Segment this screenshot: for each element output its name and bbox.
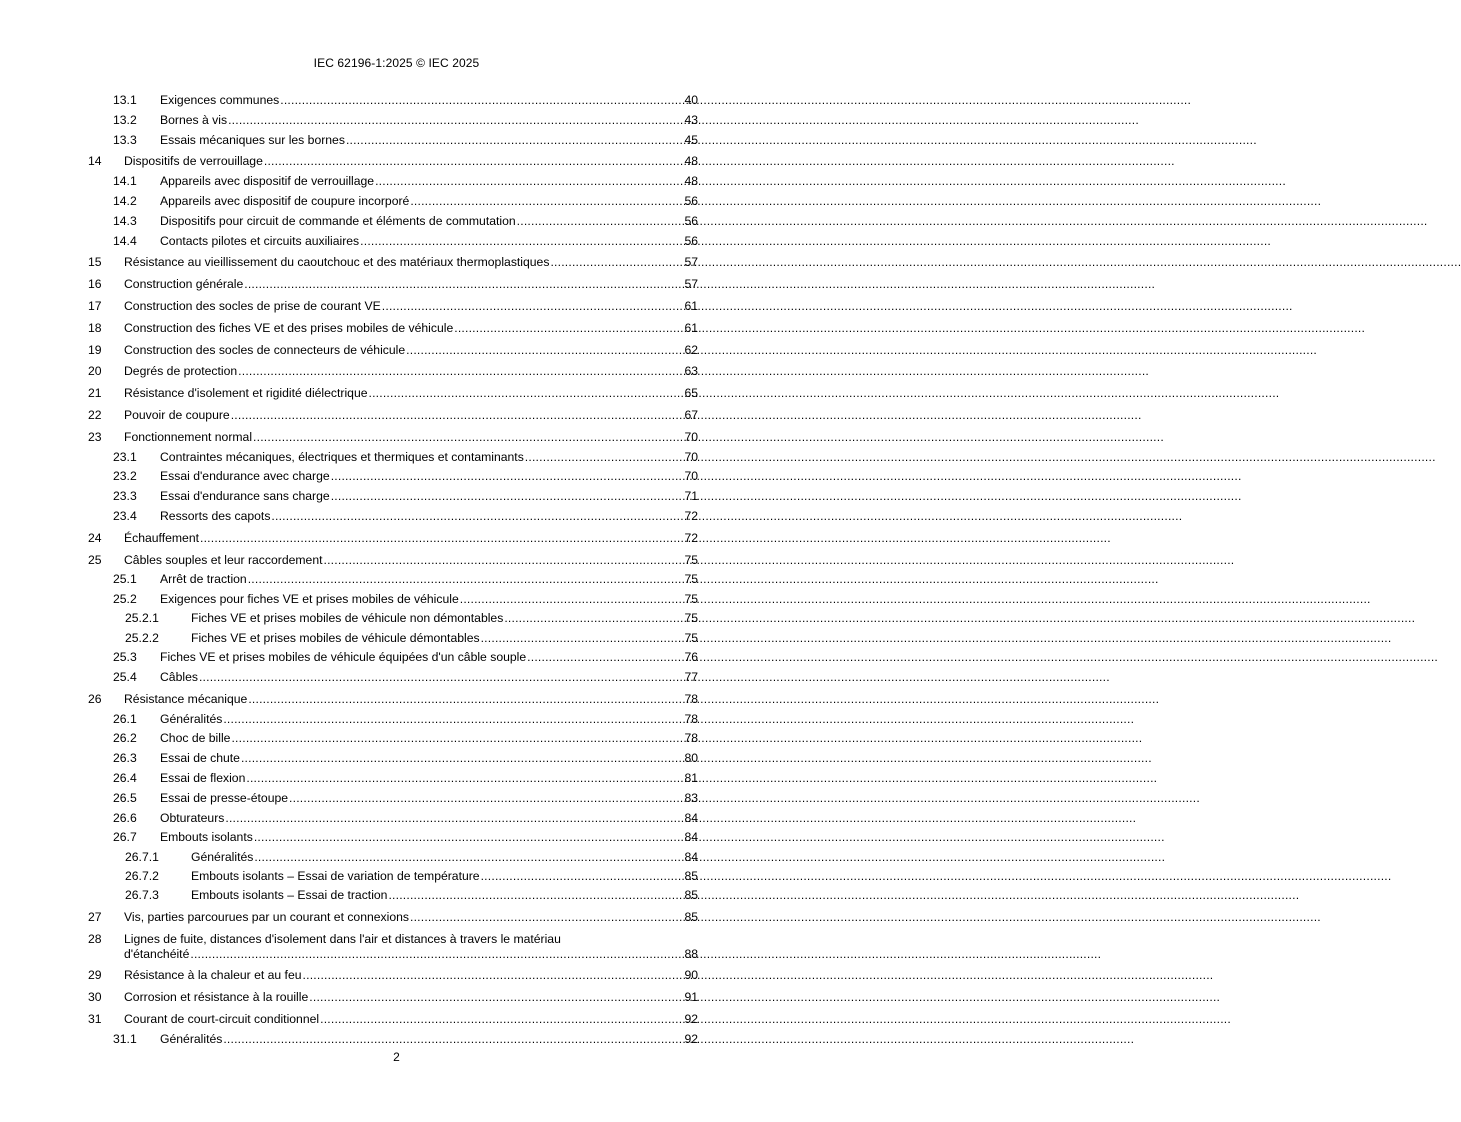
- toc-entry-number: 14.1: [113, 174, 137, 189]
- toc-entry-title: Arrêt de traction: [160, 572, 247, 587]
- toc-entry-title: Exigences pour fiches VE et prises mobiles de véhicule: [160, 592, 459, 607]
- toc-entry-title: Appareils avec dispositif de coupure incorporé: [160, 193, 410, 208]
- toc-dot-leader: [199, 670, 684, 685]
- toc-entry-title: Généralités: [160, 711, 223, 726]
- toc-entry-number: 23.4: [113, 508, 137, 523]
- toc-entry-number: 31: [88, 1012, 102, 1027]
- toc-entry[interactable]: [88, 910, 698, 925]
- toc-dot-leader: [238, 364, 683, 379]
- toc-entry-title: Construction des fiches VE et des prises mobiles de véhicule: [124, 320, 454, 335]
- toc-dot-leader: [517, 214, 684, 229]
- toc-entry[interactable]: [88, 430, 698, 445]
- toc-entry-page: 78: [684, 711, 698, 726]
- toc-entry[interactable]: [88, 277, 698, 292]
- toc-entry[interactable]: [88, 731, 698, 746]
- toc-entry[interactable]: [88, 968, 698, 983]
- toc-entry[interactable]: [88, 830, 698, 845]
- toc-entry-number: 25.3: [113, 650, 137, 665]
- toc-dot-leader: [388, 888, 683, 903]
- toc-entry-title: Résistance au vieillissement du caoutchouc et des matériaux thermoplastiques: [124, 255, 550, 270]
- toc-dot-leader: [254, 830, 684, 845]
- page-number: 2: [393, 1050, 400, 1064]
- toc-entry-number: 25.2: [113, 592, 137, 607]
- toc-entry-title: Appareils avec dispositif de verrouillage: [160, 174, 375, 189]
- toc-entry-number: 14.3: [113, 213, 137, 228]
- toc-entry-number: 31.1: [113, 1031, 137, 1046]
- toc-entry-number: 26.7.2: [125, 868, 159, 883]
- toc-entry[interactable]: [88, 364, 698, 379]
- toc-dot-leader: [231, 731, 683, 746]
- toc-entry-page: 70: [684, 449, 698, 464]
- toc-entry-title: Essais mécaniques sur les bornes: [160, 132, 345, 147]
- toc-entry-number: 18: [88, 320, 102, 335]
- toc-entry-page: 83: [684, 790, 698, 805]
- toc-dot-leader: [406, 343, 683, 358]
- toc-entry[interactable]: [88, 194, 698, 209]
- toc-entry[interactable]: [88, 692, 698, 707]
- toc-entry-title: Fiches VE et prises mobiles de véhicule démontables: [191, 630, 480, 645]
- toc-entry-number: 13.2: [113, 112, 137, 127]
- toc-entry-title: Lignes de fuite, distances d'isolement dans l'air et distances à travers le matériau: [124, 931, 561, 946]
- toc-entry[interactable]: [88, 572, 698, 587]
- toc-entry[interactable]: [88, 631, 698, 646]
- toc-dot-leader: [382, 299, 684, 314]
- toc-entry-title: Vis, parties parcourues par un courant et connexions: [124, 909, 409, 924]
- toc-dot-leader: [246, 771, 683, 786]
- toc-dot-leader: [481, 869, 684, 884]
- toc-dot-leader: [525, 450, 684, 465]
- toc-entry[interactable]: [88, 869, 698, 884]
- toc-entry-page: 67: [684, 407, 698, 422]
- toc-dot-leader: [527, 650, 683, 665]
- toc-entry-page: 70: [684, 429, 698, 444]
- toc-dot-leader: [225, 811, 683, 826]
- toc-entry[interactable]: [88, 592, 698, 607]
- toc-entry-title: Contraintes mécaniques, électriques et thermiques et contaminants: [160, 449, 524, 464]
- toc-entry[interactable]: [88, 113, 698, 128]
- toc-entry-number: 26.1: [113, 711, 137, 726]
- toc-dot-leader: [346, 133, 684, 148]
- toc-entry[interactable]: [88, 386, 698, 401]
- toc-entry[interactable]: [88, 888, 698, 903]
- toc-entry[interactable]: [88, 154, 698, 169]
- toc-dot-leader: [241, 751, 683, 766]
- toc-entry[interactable]: [88, 1012, 698, 1027]
- toc-entry-page: 84: [684, 810, 698, 825]
- toc-entry-number: 20: [88, 364, 102, 379]
- toc-entry[interactable]: [88, 450, 698, 465]
- toc-dot-leader: [309, 990, 683, 1005]
- toc-entry-title: Échauffement: [124, 530, 199, 545]
- toc-entry-page: 92: [684, 1012, 698, 1027]
- toc-dot-leader: [454, 321, 683, 336]
- toc-entry-page: 85: [684, 888, 698, 903]
- toc-entry-title: Essai d'endurance avec charge: [160, 469, 330, 484]
- toc-entry-page: 57: [684, 277, 698, 292]
- toc-dot-leader: [244, 277, 683, 292]
- toc-entry[interactable]: [88, 509, 698, 524]
- toc-entry-page: 75: [684, 611, 698, 626]
- toc-entry-number: 26: [88, 691, 102, 706]
- toc-entry[interactable]: [88, 751, 698, 766]
- toc-dot-leader: [410, 194, 683, 209]
- toc-entry[interactable]: [88, 611, 698, 626]
- toc-entry[interactable]: [88, 531, 698, 546]
- toc-entry-number: 15: [88, 255, 102, 270]
- toc-entry-page: 63: [684, 364, 698, 379]
- toc-dot-leader: [200, 531, 683, 546]
- toc-entry-number: 26.5: [113, 790, 137, 805]
- toc-entry-page: 61: [684, 298, 698, 313]
- toc-entry[interactable]: [88, 553, 698, 568]
- toc-entry-page: 75: [684, 592, 698, 607]
- toc-entry-page: 65: [684, 386, 698, 401]
- toc-entry-title: Contacts pilotes et circuits auxiliaires: [160, 233, 360, 248]
- toc-entry-page: 91: [684, 990, 698, 1005]
- toc-entry-number: 23.1: [113, 449, 137, 464]
- toc-entry-title: Bornes à vis: [160, 112, 228, 127]
- toc-entry-number: 25.2.1: [125, 611, 159, 626]
- toc-entry-title: Dispositifs pour circuit de commande et éléments de commutation: [160, 213, 516, 228]
- toc-dot-leader: [320, 1012, 683, 1027]
- toc-entry[interactable]: [88, 850, 698, 865]
- toc-entry-number: 17: [88, 298, 102, 313]
- toc-entry-number: 24: [88, 530, 102, 545]
- toc-dot-leader: [190, 947, 683, 962]
- toc-entry[interactable]: [88, 990, 698, 1005]
- toc-entry-number: 23: [88, 429, 102, 444]
- toc-dot-leader: [410, 910, 683, 925]
- toc-entry-title: Choc de bille: [160, 731, 231, 746]
- toc-entry-title: Essai de presse-étoupe: [160, 790, 289, 805]
- toc-dot-leader: [360, 234, 683, 249]
- toc-entry-page: 45: [684, 132, 698, 147]
- toc-entry-title: Embouts isolants – Essai de variation de température: [191, 868, 480, 883]
- toc-entry-number: 16: [88, 277, 102, 292]
- toc-entry-title: Câbles: [160, 670, 198, 685]
- toc-dot-leader: [231, 408, 684, 423]
- toc-entry-page: 92: [684, 1031, 698, 1046]
- toc-entry[interactable]: [88, 932, 698, 962]
- toc-entry-number: 26.3: [113, 751, 137, 766]
- toc-dot-leader: [460, 592, 684, 607]
- toc-entry[interactable]: [88, 174, 698, 189]
- toc-entry[interactable]: [88, 811, 698, 826]
- toc-entry[interactable]: [88, 234, 698, 249]
- toc-entry-title: Fiches VE et prises mobiles de véhicule non démontables: [191, 611, 504, 626]
- toc-entry-title: Essai de flexion: [160, 771, 246, 786]
- toc-dot-leader: [481, 631, 684, 646]
- toc-entry[interactable]: [88, 469, 698, 484]
- toc-entry[interactable]: [88, 321, 698, 336]
- toc-entry-title: Câbles souples et leur raccordement: [124, 552, 323, 567]
- toc-dot-leader: [324, 553, 684, 568]
- toc-entry-number: 26.6: [113, 810, 137, 825]
- toc-entry-number: 25: [88, 552, 102, 567]
- toc-entry-page: 43: [684, 112, 698, 127]
- toc-dot-leader: [331, 489, 684, 504]
- toc-dot-leader: [303, 968, 684, 983]
- toc-entry[interactable]: [88, 93, 698, 108]
- toc-entry-number: 13.1: [113, 93, 137, 107]
- toc-entry[interactable]: [88, 299, 698, 314]
- toc-entry-number: 26.7: [113, 830, 137, 845]
- toc-entry-number: 26.4: [113, 771, 137, 786]
- toc-entry-number: 21: [88, 386, 102, 401]
- toc-dot-leader: [271, 509, 683, 524]
- toc-entry-title: Ressorts des capots: [160, 508, 271, 523]
- toc-entry[interactable]: [88, 670, 698, 685]
- toc-entry[interactable]: [88, 712, 698, 727]
- toc-entry-title: Résistance d'isolement et rigidité diélectrique: [124, 386, 368, 401]
- toc-dot-leader: [504, 611, 683, 626]
- toc-entry[interactable]: [88, 343, 698, 358]
- toc-dot-leader: [223, 712, 683, 727]
- toc-dot-leader: [254, 850, 683, 865]
- toc-entry-title: Corrosion et résistance à la rouille: [124, 990, 309, 1005]
- toc-entry-page: 61: [684, 320, 698, 335]
- toc-entry-page: 85: [684, 868, 698, 883]
- toc-entry-number: 23.3: [113, 489, 137, 504]
- toc-entry-title-continued: d'étanchéité: [124, 946, 190, 961]
- toc-entry[interactable]: [88, 133, 698, 148]
- toc-entry-number: 19: [88, 342, 102, 357]
- toc-entry-page: 80: [684, 751, 698, 766]
- toc-entry-number: 22: [88, 407, 102, 422]
- toc-entry-page: 76: [684, 650, 698, 665]
- toc-entry-number: 14.4: [113, 233, 137, 248]
- toc-entry-page: 56: [684, 193, 698, 208]
- toc-entry-page: 56: [684, 213, 698, 228]
- toc-entry-number: 26.7.1: [125, 849, 159, 864]
- table-of-contents: [88, 93, 698, 1047]
- toc-entry-title: Construction des socles de prise de courant VE: [124, 298, 381, 313]
- toc-entry-page: 75: [684, 552, 698, 567]
- toc-entry-page: 78: [684, 691, 698, 706]
- toc-entry-title: Construction des socles de connecteurs de véhicule: [124, 342, 406, 357]
- toc-entry-number: 27: [88, 909, 102, 924]
- toc-entry-title: Courant de court-circuit conditionnel: [124, 1012, 320, 1027]
- toc-entry[interactable]: [88, 214, 698, 229]
- toc-entry-page: 72: [684, 508, 698, 523]
- toc-dot-leader: [228, 113, 683, 128]
- toc-entry-page: 56: [684, 233, 698, 248]
- toc-entry[interactable]: [88, 1032, 698, 1047]
- toc-entry-number: 26.2: [113, 731, 137, 746]
- toc-entry-page: 57: [684, 255, 698, 270]
- toc-entry-title: Résistance à la chaleur et au feu: [124, 968, 302, 983]
- toc-entry-title: Pouvoir de coupure: [124, 407, 230, 422]
- toc-entry-page: 84: [684, 849, 698, 864]
- toc-entry-page: 77: [684, 670, 698, 685]
- toc-entry[interactable]: [88, 650, 698, 665]
- toc-entry-title: Embouts isolants – Essai de traction: [191, 888, 388, 903]
- toc-entry-title: Résistance mécanique: [124, 691, 248, 706]
- toc-dot-leader: [280, 93, 683, 108]
- toc-entry-page: 71: [684, 489, 698, 504]
- toc-dot-leader: [264, 154, 684, 169]
- toc-entry-page: 70: [684, 469, 698, 484]
- toc-entry-title: Construction générale: [124, 277, 244, 292]
- toc-entry-number: 28: [88, 931, 102, 946]
- toc-dot-leader: [331, 469, 684, 484]
- toc-entry-number: 25.4: [113, 670, 137, 685]
- toc-entry-page: 90: [684, 968, 698, 983]
- toc-entry-page: 75: [684, 630, 698, 645]
- toc-entry-page: 48: [684, 174, 698, 189]
- toc-entry-number: 25.2.2: [125, 630, 159, 645]
- toc-entry-title: Généralités: [191, 849, 254, 864]
- toc-dot-leader: [223, 1032, 683, 1047]
- toc-entry-page: 40: [684, 93, 698, 107]
- toc-entry-page: 84: [684, 830, 698, 845]
- toc-entry-number: 29: [88, 968, 102, 983]
- toc-entry-number: 23.2: [113, 469, 137, 484]
- toc-dot-leader: [550, 255, 683, 270]
- toc-dot-leader: [248, 692, 683, 707]
- toc-entry-title: Degrés de protection: [124, 364, 238, 379]
- toc-entry[interactable]: [88, 489, 698, 504]
- toc-entry-title: Généralités: [160, 1031, 223, 1046]
- toc-entry-number: 13.3: [113, 132, 137, 147]
- toc-entry-page: 75: [684, 572, 698, 587]
- toc-entry[interactable]: [88, 255, 698, 270]
- toc-dot-leader: [289, 791, 683, 806]
- toc-dot-leader: [369, 386, 684, 401]
- toc-entry-number: 25.1: [113, 572, 137, 587]
- toc-dot-leader: [253, 430, 683, 445]
- toc-entry-title: Obturateurs: [160, 810, 225, 825]
- toc-entry[interactable]: [88, 408, 698, 423]
- toc-entry-title: Fonctionnement normal: [124, 429, 253, 444]
- toc-entry-number: 30: [88, 990, 102, 1005]
- toc-entry-page: 85: [684, 909, 698, 924]
- toc-entry-title: Fiches VE et prises mobiles de véhicule équipées d'un câble souple: [160, 650, 527, 665]
- toc-entry-title: Embouts isolants: [160, 830, 253, 845]
- toc-entry-page: 62: [684, 342, 698, 357]
- toc-entry-page: 48: [684, 154, 698, 169]
- toc-entry-number: 26.7.3: [125, 888, 159, 903]
- toc-dot-leader: [375, 174, 683, 189]
- toc-entry-page: 72: [684, 530, 698, 545]
- toc-entry[interactable]: [88, 791, 698, 806]
- toc-entry-page: 81: [684, 771, 698, 786]
- toc-entry-page: 78: [684, 731, 698, 746]
- toc-dot-leader: [248, 572, 684, 587]
- toc-entry-number: 14.2: [113, 193, 137, 208]
- toc-entry-title: Exigences communes: [160, 93, 280, 107]
- toc-entry-page: 88: [684, 946, 698, 961]
- toc-entry-title: Essai d'endurance sans charge: [160, 489, 330, 504]
- page-header: IEC 62196-1:2025 © IEC 2025: [313, 56, 480, 70]
- toc-entry-title: Dispositifs de verrouillage: [124, 154, 263, 169]
- toc-entry-number: 14: [88, 154, 102, 169]
- toc-entry[interactable]: [88, 771, 698, 786]
- toc-entry-title: Essai de chute: [160, 751, 240, 766]
